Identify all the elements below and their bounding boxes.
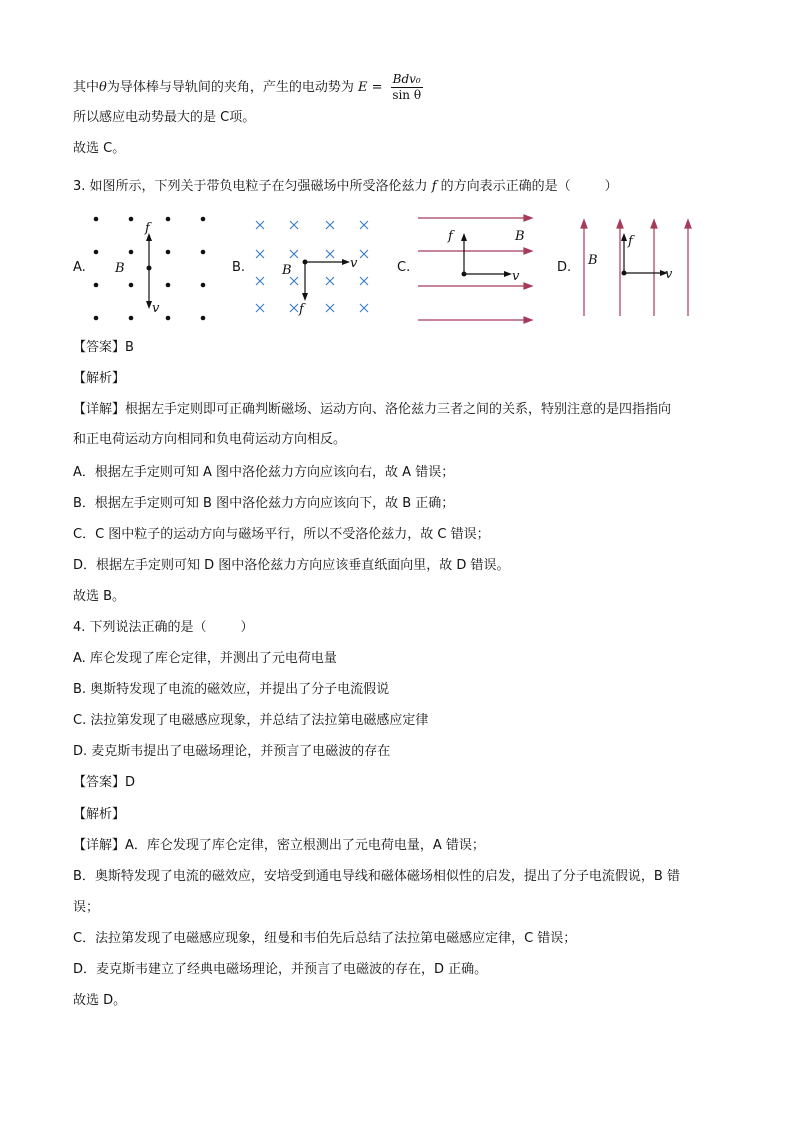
- q4-detail-a: 【详解】A．库仑发现了库仑定律，密立根测出了元电荷电量，A 错误；: [73, 838, 485, 853]
- q4-answer: 【答案】D: [73, 775, 136, 790]
- q3-title-suffix: 的方向表示正确的是（: [440, 179, 571, 194]
- option-d-label: D.: [557, 260, 572, 275]
- a-field-label: B: [115, 261, 125, 276]
- c-velocity-label: v: [512, 269, 520, 284]
- q4-choose: 故选 D。: [73, 993, 127, 1008]
- fraction-numerator: Bdv₀: [392, 72, 421, 86]
- q4-option-a: A. 库仑发现了库仑定律，并测出了元电荷电量: [73, 651, 337, 666]
- option-c-label: C.: [397, 260, 411, 275]
- q4-option-d: D. 麦克斯韦提出了电磁场理论，并预言了电磁波的存在: [73, 744, 391, 759]
- force-symbol: f: [431, 179, 437, 194]
- emf-symbol: E =: [358, 80, 383, 95]
- d-velocity-label: v: [665, 267, 673, 282]
- b-force-label: f: [299, 302, 304, 317]
- text-prefix: 其中: [73, 80, 100, 95]
- d-force-label: f: [628, 234, 633, 249]
- a-force-label: f: [145, 221, 150, 236]
- diagram-b: [250, 215, 380, 320]
- conclusion-line: 所以感应电动势最大的是 C项。: [73, 110, 256, 125]
- q4-detail-b-line-1: B．奥斯特发现了电流的磁效应，安培受到通电导线和磁体磁场相似性的启发，提出了分子电流假说，B 错: [73, 869, 680, 884]
- q3-choose: 故选 B。: [73, 589, 126, 604]
- q4-option-c: C. 法拉第发现了电磁感应现象，并总结了法拉第电磁感应定律: [73, 713, 429, 728]
- diagram-c: [416, 212, 536, 324]
- d-field-label: B: [588, 253, 598, 268]
- q4-analysis-header: 【解析】: [73, 807, 126, 822]
- option-b-label: B.: [232, 260, 246, 275]
- q4-title-close: ）: [240, 620, 254, 635]
- q4-detail-c: C．法拉第发现了电磁感应现象，纽曼和韦伯先后总结了法拉第电磁感应定律，C 错误；: [73, 931, 577, 946]
- q4-detail-b-line-2: 误；: [73, 900, 100, 915]
- choose-c-line: 故选 C。: [73, 141, 126, 156]
- q3-title-close: ）: [604, 179, 618, 194]
- question-3-title: [73, 177, 618, 197]
- q3-detail-line-2: 和正电荷运动方向相同和负电荷运动方向相反。: [73, 432, 347, 447]
- b-velocity-label: v: [350, 256, 358, 271]
- a-velocity-label: v: [152, 301, 160, 316]
- q3-option-b-explanation: B．根据左手定则可知 B 图中洛伦兹力方向应该向下，故 B 正确；: [73, 496, 455, 511]
- q3-option-d-explanation: D．根据左手定则可知 D 图中洛伦兹力方向应该垂直纸面向里，故 D 错误。: [73, 558, 510, 573]
- c-force-label: f: [448, 229, 453, 244]
- q3-option-a-explanation: A．根据左手定则可知 A 图中洛伦兹力方向应该向右，故 A 错误；: [73, 465, 455, 480]
- b-field-label: B: [282, 263, 292, 278]
- q3-option-c-explanation: C．C 图中粒子的运动方向与磁场平行，所以不受洛伦兹力，故 C 错误；: [73, 527, 490, 542]
- q4-option-b: B. 奥斯特发现了电流的磁效应，并提出了分子电流假说: [73, 682, 390, 697]
- emf-fraction: [391, 72, 423, 103]
- fraction-denominator: sin θ: [392, 88, 422, 102]
- q3-detail-line-1: 【详解】根据左手定则即可正确判断磁场、运动方向、洛伦兹力三者之间的关系，特别注意的是四指指向: [73, 402, 672, 417]
- q3-title-prefix: 3. 如图所示，下列关于带负电粒子在匀强磁场中所受洛伦兹力: [73, 179, 428, 194]
- q3-answer: 【答案】B: [73, 340, 134, 355]
- field-lines-vertical: [581, 220, 691, 316]
- theta-symbol: θ: [99, 80, 107, 95]
- q3-analysis-header: 【解析】: [73, 371, 126, 386]
- formula-line: [73, 72, 423, 103]
- text-middle: 为导体棒与导轨间的夹角，产生的电动势为: [106, 80, 354, 95]
- option-a-label: A.: [73, 260, 86, 275]
- c-field-label: B: [515, 229, 525, 244]
- q4-detail-d: D．麦克斯韦建立了经典电磁场理论，并预言了电磁波的存在，D 正确。: [73, 962, 488, 977]
- question-4-title: [73, 618, 254, 638]
- q4-title-prefix: 4. 下列说法正确的是（: [73, 620, 207, 635]
- diagram-d: [578, 212, 698, 318]
- diagram-a: [88, 210, 218, 330]
